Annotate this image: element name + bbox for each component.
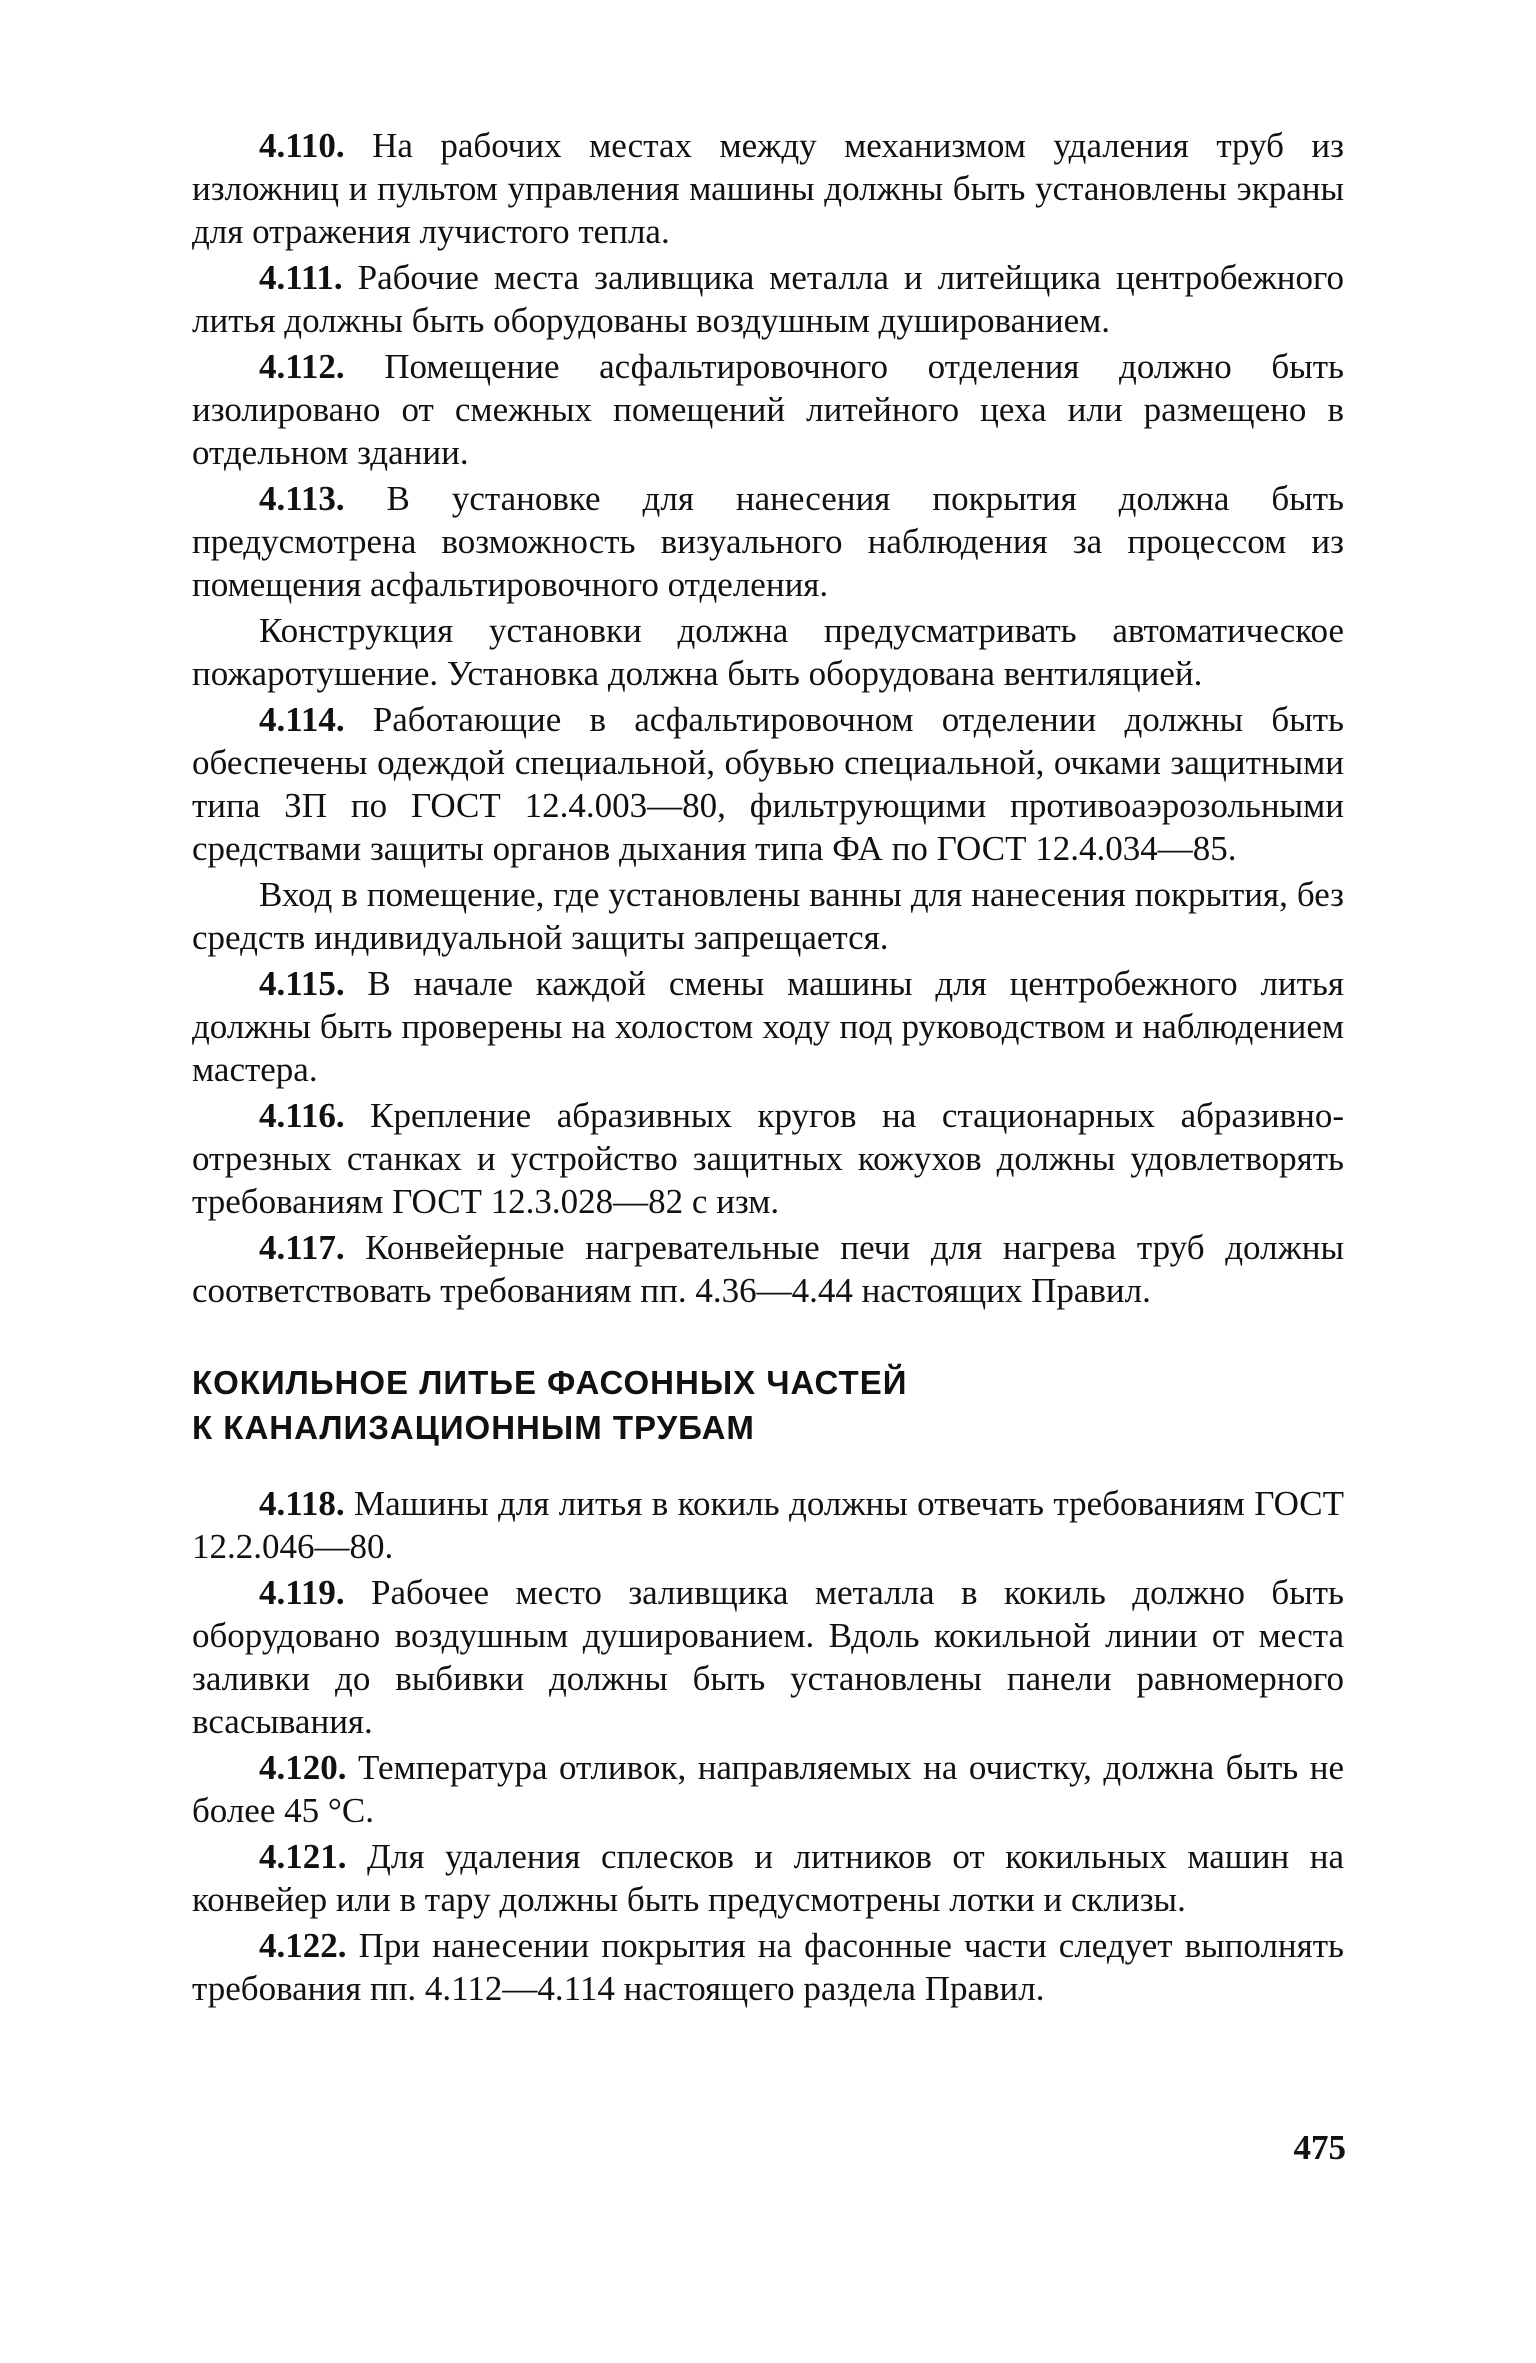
page-number: 475 [1293, 2128, 1346, 2167]
clause-text: Крепление абразивных кругов на стационарных абразивно-отрезных станках и устройство защитных кожухов должны удовлетворять требованиям ГОСТ 12.3.028—82 с изм. [192, 1096, 1344, 1221]
clause-text: В начале каждой смены машины для центробежного литья должны быть проверены на холостом ходу под руководством и наблюдением мастера. [192, 964, 1344, 1089]
paragraph-4-121 [192, 1835, 1344, 1921]
clause-number: 4.116. [259, 1096, 345, 1135]
paragraph-4-119 [192, 1571, 1344, 1743]
paragraph-4-122 [192, 1924, 1344, 2010]
paragraph-4-117 [192, 1226, 1344, 1312]
clause-text: Конвейерные нагревательные печи для нагрева труб должны соответствовать требованиям пп. 4.36—4.44 настоящих Правил. [192, 1228, 1344, 1310]
clause-text: Рабочие места заливщика металла и литейщика центробежного литья должны быть оборудованы воздушным душированием. [192, 258, 1344, 340]
clause-number: 4.122. [259, 1926, 347, 1965]
paragraph-4-120 [192, 1746, 1344, 1832]
clause-text: В установке для нанесения покрытия должна быть предусмотрена возможность визуального наблюдения за процессом из помещения асфальтировочного отделения. [192, 479, 1344, 604]
clause-text: Рабочее место заливщика металла в кокиль должно быть оборудовано воздушным душированием. Вдоль кокильной линии от места заливки до выбивки должны быть установлены панели равномерного всасывания. [192, 1573, 1344, 1741]
clause-number: 4.112. [259, 347, 345, 386]
clause-number: 4.121. [259, 1837, 347, 1876]
page-text [192, 124, 1344, 2010]
clause-number: 4.113. [259, 479, 345, 518]
clause-number: 4.119. [259, 1573, 345, 1612]
paragraph-4-111 [192, 256, 1344, 342]
clause-number: 4.114. [259, 700, 345, 739]
section-heading [192, 1360, 1344, 1450]
clause-text: Вход в помещение, где установлены ванны для нанесения покрытия, без средств индивидуальной защиты запрещается. [192, 875, 1344, 957]
clause-text: Конструкция установки должна предусматривать автоматическое пожаротушение. Установка должна быть оборудована вентиляцией. [192, 611, 1344, 693]
paragraph-4-113 [192, 477, 1344, 606]
clause-text: При нанесении покрытия на фасонные части следует выполнять требования пп. 4.112—4.114 настоящего раздела Правил. [192, 1926, 1344, 2008]
clause-number: 4.120. [259, 1748, 347, 1787]
clause-text: Работающие в асфальтировочном отделении должны быть обеспечены одеждой специальной, обувью специальной, очками защитными типа ЗП по ГОСТ 12.4.003—80, фильтрующими противоаэрозольными средствами защиты органов дыхания типа ФА по ГОСТ 12.4.034—85. [192, 700, 1344, 868]
paragraph-4-112 [192, 345, 1344, 474]
clause-text: На рабочих местах между механизмом удаления труб из изложниц и пультом управления машины должны быть установлены экраны для отражения лучистого тепла. [192, 126, 1344, 251]
section-heading-line-2: К КАНАЛИЗАЦИОННЫМ ТРУБАМ [192, 1409, 755, 1446]
clause-text: Помещение асфальтировочного отделения должно быть изолировано от смежных помещений литейного цеха или размещено в отдельном здании. [192, 347, 1344, 472]
clause-number: 4.118. [259, 1484, 345, 1523]
clause-text: Для удаления сплесков и литников от кокильных машин на конвейер или в тару должны быть предусмотрены лотки и склизы. [192, 1837, 1344, 1919]
paragraph-4-114-continued [192, 873, 1344, 959]
paragraph-4-110 [192, 124, 1344, 253]
clause-number: 4.115. [259, 964, 345, 1003]
paragraph-4-115 [192, 962, 1344, 1091]
clause-number: 4.110. [259, 126, 345, 165]
section-heading-line-1: КОКИЛЬНОЕ ЛИТЬЕ ФАСОННЫХ ЧАСТЕЙ [192, 1364, 908, 1401]
clause-text: Машины для литья в кокиль должны отвечать требованиям ГОСТ 12.2.046—80. [192, 1484, 1344, 1566]
paragraph-4-113-continued [192, 609, 1344, 695]
clause-text: Температура отливок, направляемых на очистку, должна быть не более 45 °С. [192, 1748, 1344, 1830]
paragraph-4-118 [192, 1482, 1344, 1568]
paragraph-4-114 [192, 698, 1344, 870]
clause-number: 4.111. [259, 258, 343, 297]
clause-number: 4.117. [259, 1228, 345, 1267]
paragraph-4-116 [192, 1094, 1344, 1223]
